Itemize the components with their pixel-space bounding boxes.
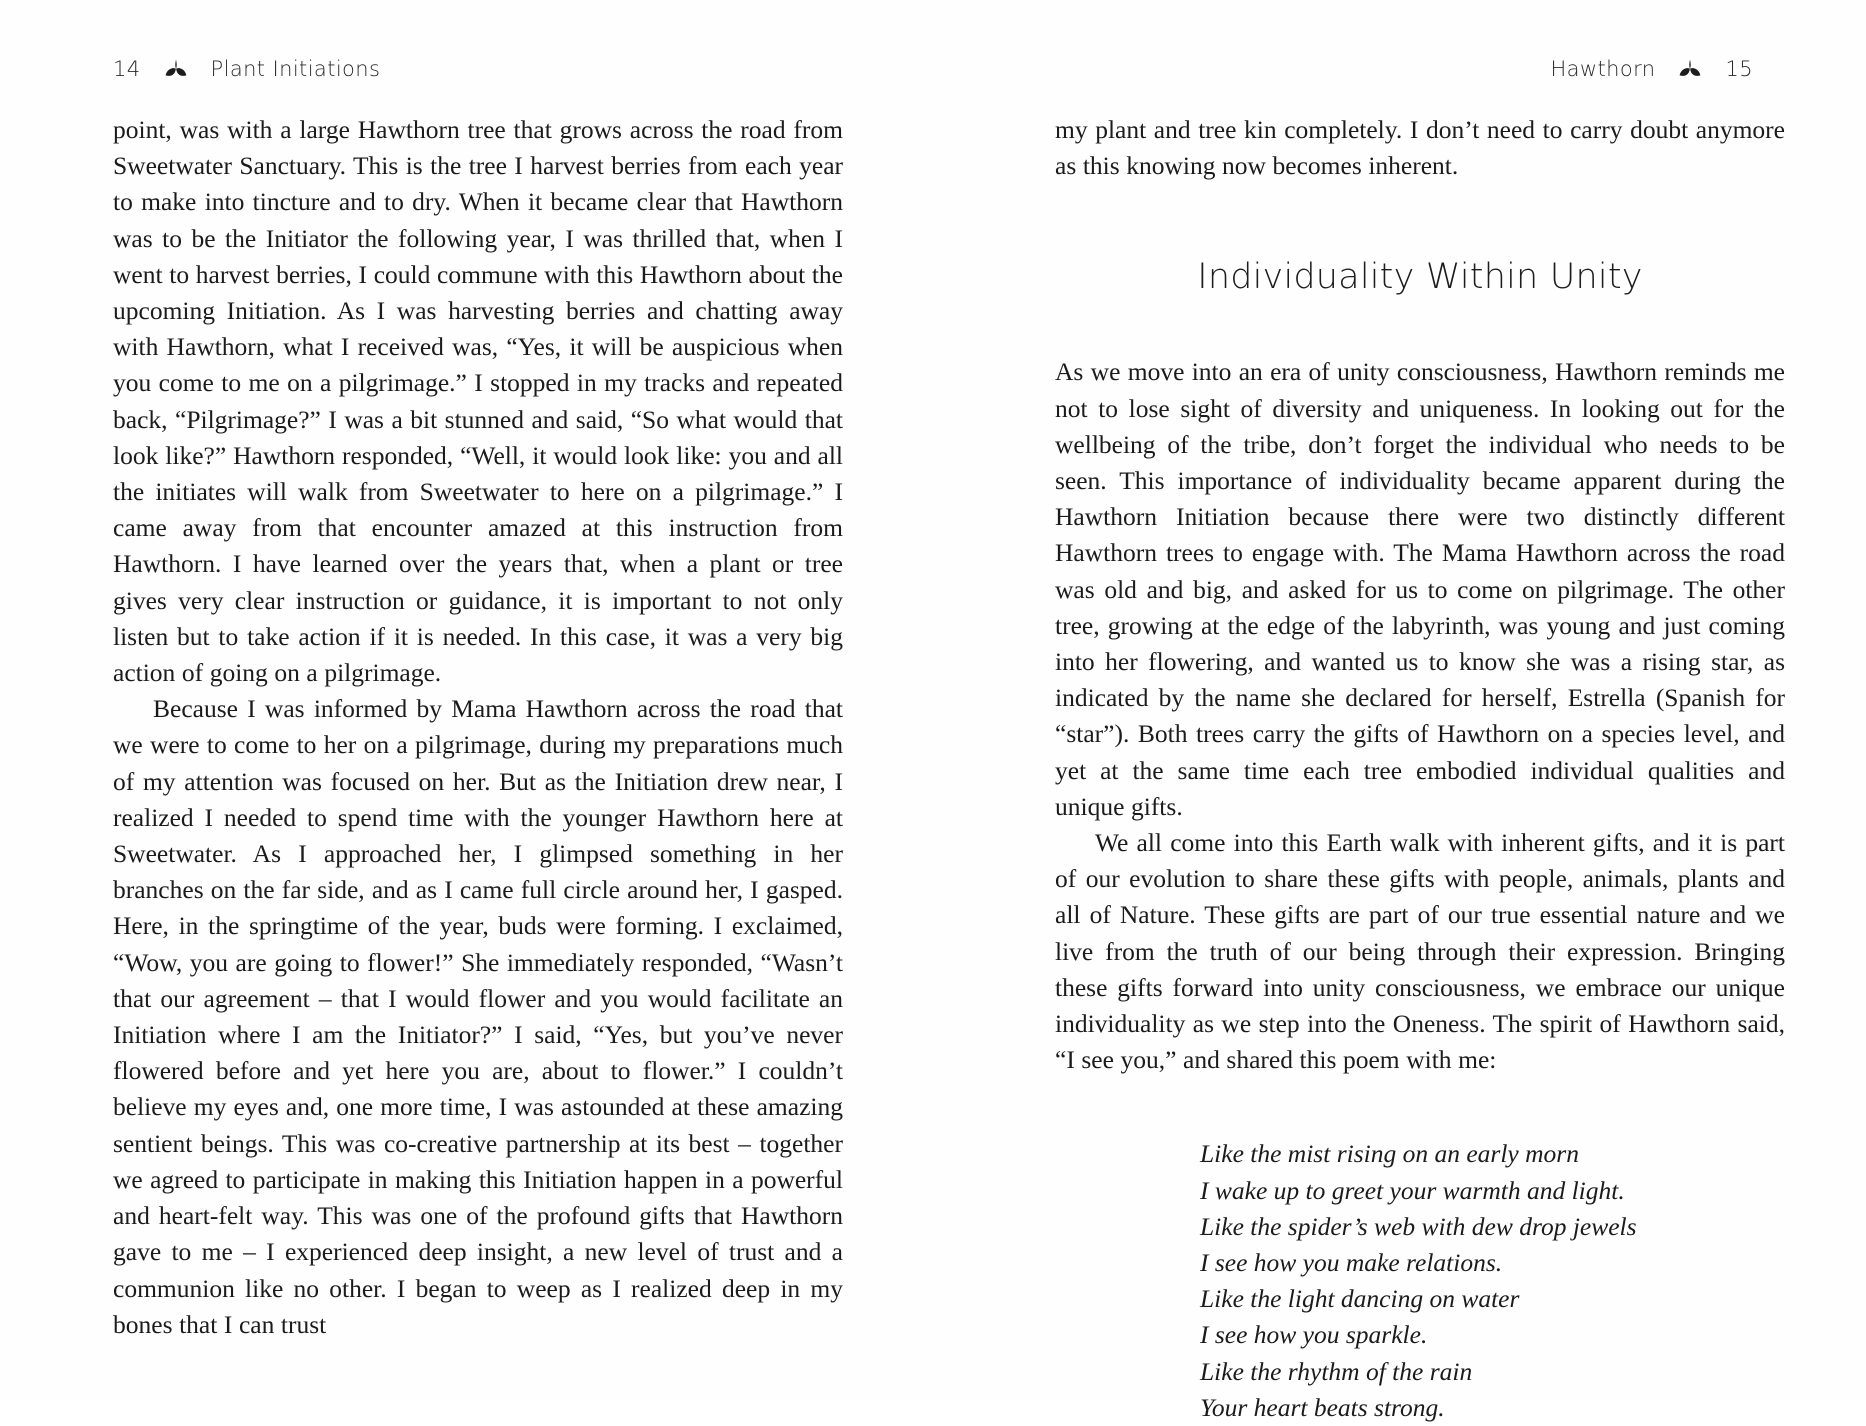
running-head-right — [1550, 52, 1753, 86]
poem-block — [1055, 1078, 1785, 1426]
poem-line: I wake up to greet your warmth and light. — [1200, 1175, 1625, 1205]
page-number-left: 14 — [113, 57, 141, 81]
poem-line: Like the spider’s web with dew drop jewels — [1200, 1211, 1637, 1241]
running-head-title-right: Hawthorn — [1550, 57, 1656, 81]
heading-space-below — [1055, 298, 1785, 354]
poem-line: I see how you make relations. — [1200, 1248, 1503, 1278]
running-head-title-left: Plant Initiations — [210, 57, 381, 81]
paragraph-continued-right: my plant and tree kin completely. I don’t need to carry doubt anymore as this knowing now becomes inherent. — [1055, 115, 1785, 181]
section-heading: Individuality Within Unity — [1197, 257, 1643, 298]
paragraph-continued-left: point, was with a large Hawthorn tree that grows across the road from Sweetwater Sanctuary. This is the tree I harvest berries from each year to make into tincture and to dry. When it became clear that Hawthorn was to be the Initiator the following year, I was thrilled that, when I went to harvest berries, I could commune with this Hawthorn about the upcoming Initiation. As I was harvesting berries and chatting away with Hawthorn, what I received was, “Yes, it will be auspicious when you come to me on a pilgrimage.” I stopped in my tracks and repeated back, “Pilgrimage?” I was a bit stunned and said, “So what would that look like?” Hawthorn responded, “Well, it would look like: you and all the initiates will walk from Sweetwater to here on a pilgrimage.” I came away from that encounter amazed at this instruction from Hawthorn. I have learned over the years that, when a plant or tree gives very clear instruction or guidance, it is important to not only listen but to take action if it is needed. In this case, it was a very big action of going on a pilgrimage. — [113, 115, 843, 688]
page-number-right: 15 — [1725, 57, 1753, 81]
poem-line: Like the mist rising on an early morn — [1200, 1139, 1579, 1169]
heading-space-above — [1055, 184, 1785, 256]
right-page-text-column — [1055, 112, 1785, 1426]
paragraph-inherent-gifts: We all come into this Earth walk with inherent gifts, and it is part of our evolution to share these gifts with people, animals, plants and all of Nature. These gifts are part of our true essential nature and we live from the truth of our being through their expression. Bringing these gifts forward into unity consciousness, we embrace our unique individuality as we step into the Oneness. The spirit of Hawthorn said, “I see you,” and shared this poem with me: — [1055, 828, 1785, 1075]
sprout-ornament-icon — [163, 58, 189, 80]
poem-line: Your heart beats strong. — [1200, 1392, 1445, 1422]
poem-line: I see how you sparkle. — [1200, 1320, 1428, 1350]
paragraph-unity-consciousness: As we move into an era of unity consciousness, Hawthorn reminds me not to lose sight of diversity and uniqueness. In looking out for the wellbeing of the tribe, don’t forget the individual who needs to be seen. This importance of individuality became apparent during the Hawthorn Initiation because there were two distinctly different Hawthorn trees to engage with. The Mama Hawthorn across the road was old and big, and asked for us to come on pilgrimage. The other tree, growing at the edge of the labyrinth, was young and just coming into her flowering, and wanted us to know she was a rising star, as indicated by the name she declared for herself, Estrella (Spanish for “star”). Both trees carry the gifts of Hawthorn on a species level, and yet at the same time each tree embodied individual qualities and unique gifts. — [1055, 357, 1785, 821]
sprout-ornament-icon — [1677, 58, 1703, 80]
poem-line: Like the light dancing on water — [1200, 1284, 1520, 1314]
left-page-text-column — [113, 112, 843, 1343]
running-head-left — [113, 52, 380, 86]
paragraph-mama-hawthorn: Because I was informed by Mama Hawthorn across the road that we were to come to her on a pilgrimage, during my preparations much of my attention was focused on her. But as the Initiation drew near, I realized I needed to spend time with the younger Hawthorn here at Sweetwater. As I approached her, I glimpsed something in her branches on the far side, and as I came full circle around her, I gasped. Here, in the springtime of the year, buds were forming. I exclaimed, “Wow, you are going to flower!” She immediately responded, “Wasn’t that our agreement – that I would flower and you would facilitate an Initiation where I am the Initiator?” I said, “Yes, but you’ve never flowered before and yet here you are, about to flower.” I couldn’t believe my eyes and, one more time, I was astounded at these amazing sentient beings. This was co-creative partnership at its best – together we agreed to participate in making this Initiation happen in a powerful and heart-felt way. This was one of the profound gifts that Hawthorn gave to me – I experienced deep insight, a new level of trust and a communion like no other. I began to weep as I realized deep in my bones that I can trust — [113, 694, 843, 1339]
poem-line: Like the rhythm of the rain — [1200, 1356, 1473, 1386]
